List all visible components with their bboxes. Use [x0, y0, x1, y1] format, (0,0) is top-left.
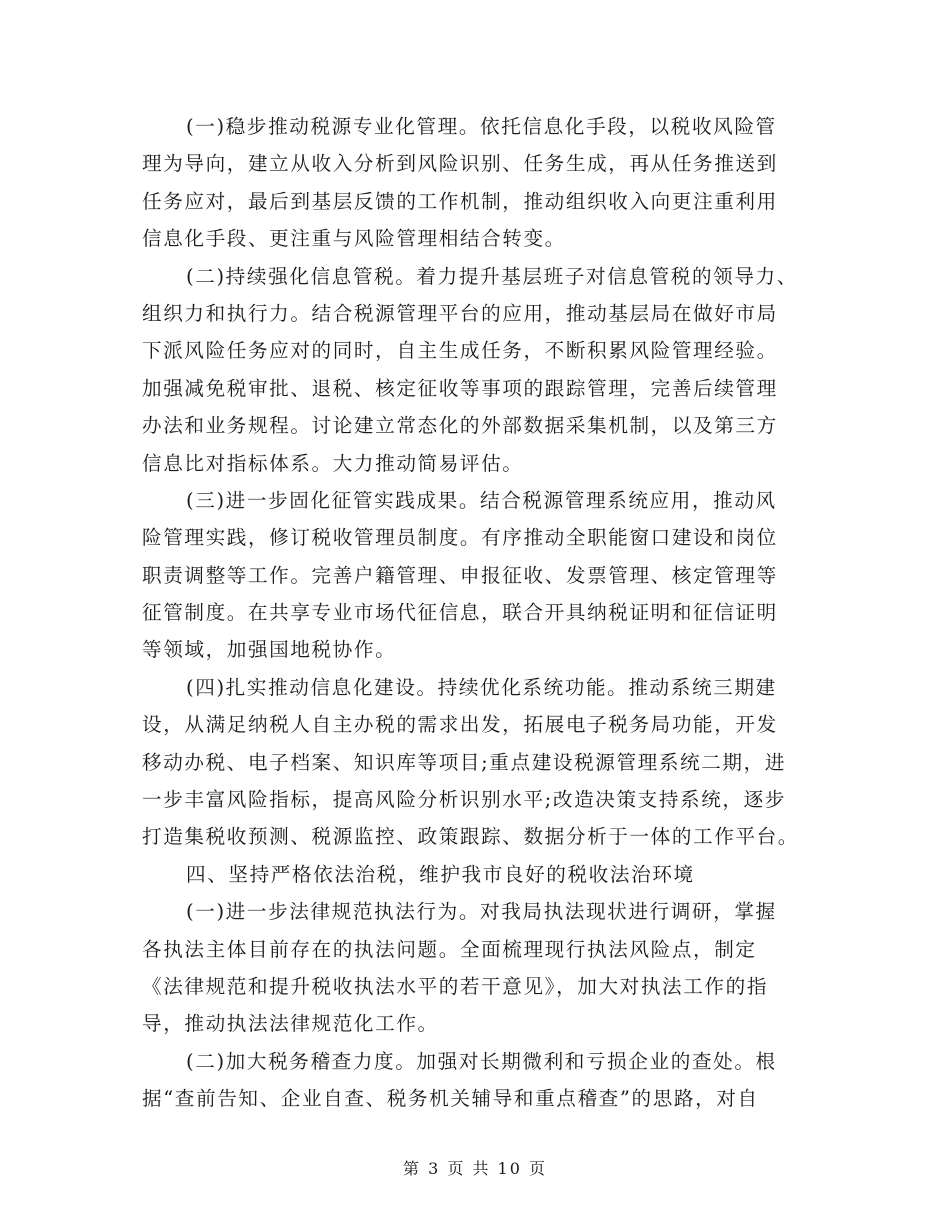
total-pages: 10	[497, 1159, 522, 1178]
paragraph-line: (一)进一步法律规范执法行为。对我局执法现状进行调研，掌握	[186, 900, 777, 924]
paragraph-line: 据“查前告知、企业自查、税务机关辅导和重点稽查”的思路，对自	[142, 1087, 759, 1111]
paragraph-line: 等领域，加强国地税协作。	[142, 638, 397, 662]
paragraph-line: 理为导向，建立从收入分析到风险识别、任务生成，再从任务推送到	[142, 152, 778, 176]
page-label-mid: 页 共	[447, 1159, 491, 1178]
paragraph-line: 信息化手段、更注重与风险管理相结合转变。	[142, 227, 566, 251]
paragraph-line: (四)扎实推动信息化建设。持续优化系统功能。推动系统三期建	[186, 675, 777, 699]
paragraph-line: 征管制度。在共享专业市场代征信息，联合开具纳税证明和征信证明	[142, 601, 778, 625]
paragraph-line: 打造集税收预测、税源监控、政策跟踪、数据分析于一体的工作平台。	[142, 825, 800, 849]
paragraph-line: 各执法主体目前存在的执法问题。全面梳理现行执法风险点，制定	[142, 937, 757, 961]
document-body	[142, 108, 832, 1118]
paragraph-line: 职责调整等工作。完善户籍管理、申报征收、发票管理、核定管理等	[142, 563, 778, 587]
paragraph-line: 险管理实践，修订税收管理员制度。有序推动全职能窗口建设和岗位	[142, 526, 778, 550]
paragraph-line: (三)进一步固化征管实践成果。结合税源管理系统应用，推动风	[186, 488, 777, 512]
paragraph-line: (二)持续强化信息管税。着力提升基层班子对信息管税的领导力、	[186, 264, 798, 288]
page-label-prefix: 第	[402, 1159, 421, 1178]
paragraph-line: 办法和业务规程。讨论建立常态化的外部数据采集机制，以及第三方	[142, 414, 778, 438]
page-number: 3	[428, 1159, 441, 1178]
paragraph-line: 信息比对指标体系。大力推动简易评估。	[142, 451, 524, 475]
paragraph-line: 加强减免税审批、退税、核定征收等事项的跟踪管理，完善后续管理	[142, 376, 778, 400]
paragraph-line: 组织力和执行力。结合税源管理平台的应用，推动基层局在做好市局	[142, 301, 778, 325]
paragraph-line: 移动办税、电子档案、知识库等项目;重点建设税源管理系统二期，进	[142, 750, 787, 774]
paragraph-line: 设，从满足纳税人自主办税的需求出发，拓展电子税务局功能，开发	[142, 713, 778, 737]
paragraph-line: 任务应对，最后到基层反馈的工作机制，推动组织收入向更注重利用	[142, 189, 778, 213]
paragraph-line: 《法律规范和提升税收执法水平的若干意见》，加大对执法工作的指	[142, 974, 769, 998]
paragraph-line: 一步丰富风险指标，提高风险分析识别水平;改造决策支持系统，逐步	[142, 788, 787, 812]
paragraph-line: 导，推动执法法律规范化工作。	[142, 1012, 439, 1036]
section-heading: 四、坚持严格依法治税，维护我市良好的税收法治环境	[186, 862, 695, 886]
page-label-suffix: 页	[529, 1159, 548, 1178]
paragraph-line: (二)加大税务稽查力度。加强对长期微利和亏损企业的查处。根	[186, 1049, 777, 1073]
paragraph-line: (一)稳步推动税源专业化管理。依托信息化手段，以税收风险管	[186, 115, 777, 138]
paragraph-line: 下派风险任务应对的同时，自主生成任务，不断积累风险管理经验。	[142, 339, 778, 363]
page-footer	[0, 1156, 950, 1179]
